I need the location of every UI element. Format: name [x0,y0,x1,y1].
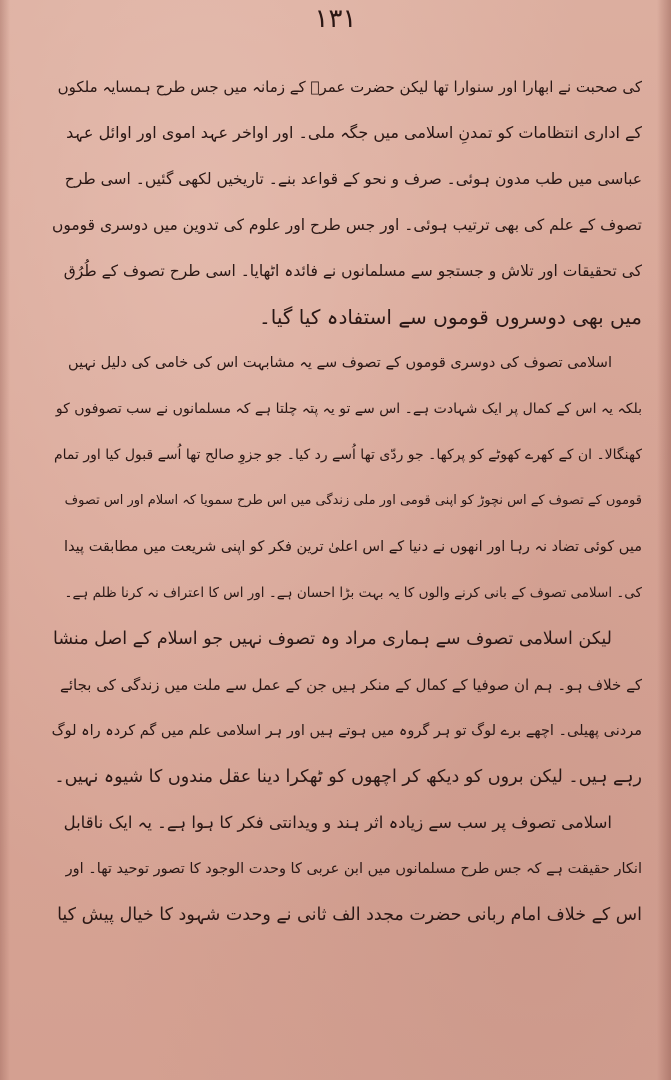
text-line: عباسی میں طب مدون ہوئی۔ صرف و نحو کے قواعد بنے۔ تاریخیں لکھی گئیں۔ اسی طرح [64,170,642,188]
text-line: اس کے خلاف امام ربانی حضرت مجدد الف ثانی نے وحدت شہود کا خیال پیش کیا [57,905,642,925]
text-line: مردنی پھیلی۔ اچھے برے لوگ تو ہر گروہ میں ہوتے ہیں اور ہر اسلامی علم میں گم کردہ راہ لوگ [52,723,642,739]
text-line: کی۔ اسلامی تصوف کے بانی کرنے والوں کا یہ بہت بڑا احسان ہے۔ اور اس کا اعتراف نہ کرنا ظلم ہے۔ [64,585,642,601]
page-edge-shadow-right [657,0,671,1080]
text-line: کی صحبت نے ابھارا اور سنوارا تھا لیکن حضرت عمرؓ کے زمانہ میں جس طرح ہمسایہ ملکوں [57,78,642,96]
text-line: میں کوئی تضاد نہ رہا اور انھوں نے دنیا کے اس اعلیٰ ترین فکر کو اپنی شریعت میں مطابقت پیدا [64,539,642,555]
text-line: لیکن اسلامی تصوف سے ہماری مراد وہ تصوف نہیں جو اسلام کے اصل منشا [52,629,612,649]
text-line: اسلامی تصوف پر سب سے زیادہ اثر ہند و ویدانتی فکر کا ہوا ہے۔ یہ ایک ناقابل [63,813,612,832]
page-edge-shadow-left [0,0,10,1080]
text-line: انکار حقیقت ہے کہ جس طرح مسلمانوں میں ابن عربی کا وحدت الوجود کا تصور توحید تھا۔ اور [65,861,642,877]
text-line: کے اداری انتظامات کو تمدنِ اسلامی میں جگہ ملی۔ اور اواخر عہد اموی اور اوائل عہد [66,123,642,142]
text-line: بلکہ یہ اس کے کمال پر ایک شہادت ہے۔ اس سے تو یہ پتہ چلتا ہے کہ مسلمانوں نے سب تصوفوں کو [55,401,642,417]
text-line: کھنگالا۔ ان کے کھرے کھوٹے کو پرکھا۔ جو ردّی تھا اُسے رد کیا۔ جو جزوِ صالح تھا اُسے قبول کیا اور تمام [54,447,642,463]
text-line: قوموں کے تصوف کے اس نچوڑ کو اپنی قومی اور ملی زندگی میں اس طرح سمویا کہ اسلام اور اس تصوف [64,493,642,508]
text-line: کی تحقیقات اور تلاش و جستجو سے مسلمانوں نے فائدہ اٹھایا۔ اسی طرح تصوف کے طُرُق [63,262,642,280]
page-body-text [52,64,642,938]
text-line: رہے ہیں۔ لیکن بروں کو دیکھ کر اچھوں کو ٹھکرا دینا عقل مندوں کا شیوہ نہیں۔ [54,767,642,787]
text-line: میں بھی دوسروں قوموں سے استفادہ کیا گیا۔ [259,305,642,329]
page-number: ١٣١ [314,4,357,34]
text-line: تصوف کے علم کی بھی ترتیب ہوئی۔ اور جس طرح اور علوم کی تدوین میں دوسری قوموں [52,216,642,234]
text-line: کے خلاف ہو۔ ہم ان صوفیا کے کمال کے منکر ہیں جن کے عمل سے ملت میں زندگی کی بجائے [60,676,642,694]
text-line: اسلامی تصوف کی دوسری قوموں کے تصوف سے یہ مشابہت اس کی خامی کی دلیل نہیں [68,355,612,371]
